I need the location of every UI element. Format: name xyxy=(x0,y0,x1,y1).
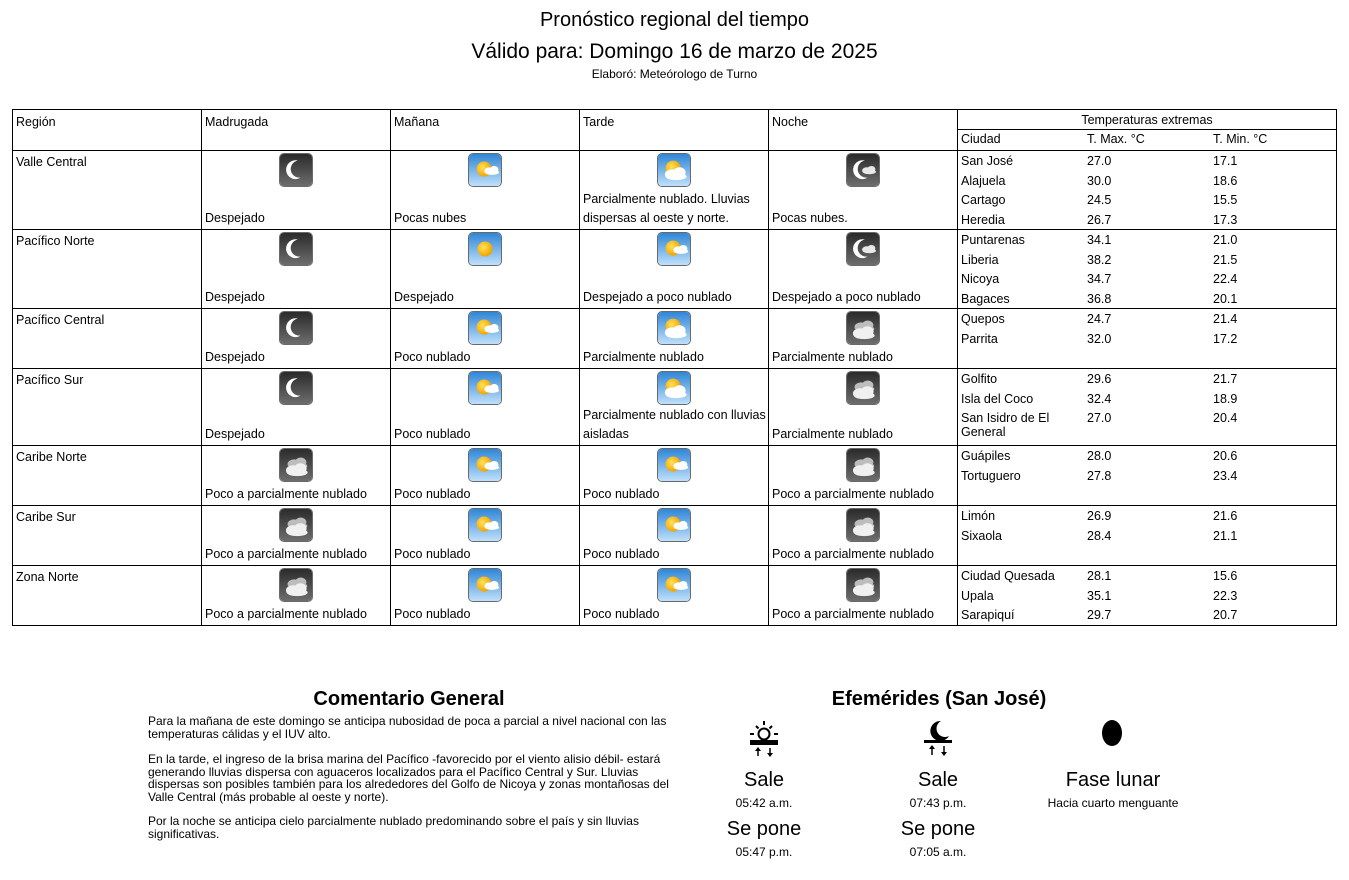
city-tmax: 29.7 xyxy=(1087,608,1112,622)
city-tmin: 15.6 xyxy=(1213,569,1238,583)
forecast-text: Parcialmente nublado con lluvias aisladas xyxy=(583,408,766,441)
comment-paragraph: Para la mañana de este domingo se anticipa nubosidad de poca a parcial a nivel nacional con las temperaturas cálidas y el IUV alto. xyxy=(148,714,667,741)
city-row xyxy=(958,389,1336,409)
region-row xyxy=(13,309,1337,369)
temperatures-cell xyxy=(958,566,1337,626)
city-row xyxy=(958,171,1336,191)
moonrise-time: 07:43 p.m. xyxy=(909,796,967,810)
forecast-text: Poco nublado xyxy=(394,350,471,364)
city-tmax: 28.4 xyxy=(1087,528,1112,543)
city-name: San José xyxy=(961,154,1014,168)
forecast-text: Despejado a poco nublado xyxy=(583,290,732,304)
city-tmin: 21.5 xyxy=(1213,252,1238,267)
city-row xyxy=(958,250,1336,270)
sunset-label: Se pone xyxy=(726,818,802,840)
city-name: Bagaces xyxy=(961,291,1010,306)
forecast-text: Poco a parcialmente nublado xyxy=(205,487,367,501)
forecast-text: Poco nublado xyxy=(394,427,471,441)
forecast-cell xyxy=(580,230,769,309)
region-row xyxy=(13,230,1337,309)
temperatures-cell xyxy=(958,369,1337,446)
night-partly-cloudy-icon xyxy=(279,448,313,482)
sun-few-clouds-icon xyxy=(468,508,502,542)
noche-column-header: Noche xyxy=(772,115,809,129)
moon-phase-icon xyxy=(1100,718,1124,753)
region-name: Pacífico Central xyxy=(16,313,105,327)
forecast-cell xyxy=(580,446,769,506)
moon-phase-value: Hacia cuarto menguante xyxy=(1047,796,1179,810)
city-tmax: 27.0 xyxy=(1087,154,1112,168)
tmin-column-header: T. Min. °C xyxy=(1213,132,1268,146)
night-partly-cloudy-icon xyxy=(846,568,880,602)
comment-title: Comentario General xyxy=(313,688,505,710)
city-tmax: 32.4 xyxy=(1087,391,1112,406)
forecast-cell xyxy=(580,506,769,566)
sun-few-clouds-icon xyxy=(468,153,502,187)
forecast-cell xyxy=(202,151,391,230)
night-clear-icon xyxy=(279,371,313,405)
forecast-cell xyxy=(769,446,958,506)
sun-partly-cloudy-icon xyxy=(657,371,691,405)
city-name: Sarapiquí xyxy=(961,608,1015,622)
city-tmin: 17.3 xyxy=(1213,212,1238,227)
moonrise-icon xyxy=(921,718,955,763)
forecast-text: Pocas nubes xyxy=(394,211,467,225)
region-name-cell xyxy=(13,446,202,506)
forecast-text: Despejado xyxy=(205,211,265,225)
city-name: Heredia xyxy=(961,212,1005,227)
sun-few-clouds-icon xyxy=(468,448,502,482)
forecast-text: Poco a parcialmente nublado xyxy=(772,607,934,621)
city-tmax: 28.1 xyxy=(1087,569,1112,583)
city-tmin: 18.6 xyxy=(1213,173,1238,188)
city-tmin: 15.5 xyxy=(1213,193,1238,207)
city-row xyxy=(958,605,1336,625)
city-row xyxy=(958,210,1336,230)
moonrise-label: Sale xyxy=(917,769,959,791)
forecast-cell xyxy=(391,230,580,309)
tarde-column-header: Tarde xyxy=(583,115,615,129)
city-name: Guápiles xyxy=(961,449,1011,463)
city-name: Alajuela xyxy=(961,173,1006,188)
city-tmin: 17.1 xyxy=(1213,154,1238,168)
city-row xyxy=(958,309,1336,329)
sun-few-clouds-icon xyxy=(657,448,691,482)
city-tmin: 22.4 xyxy=(1213,272,1238,286)
city-name: Tortuguero xyxy=(961,468,1021,483)
temperatures-cell xyxy=(958,446,1337,506)
sun-few-clouds-icon xyxy=(657,232,691,266)
city-tmax: 35.1 xyxy=(1087,588,1112,603)
city-row xyxy=(958,408,1336,439)
forecast-cell xyxy=(769,151,958,230)
forecast-text: Poco nublado xyxy=(394,487,471,501)
city-name: Quepos xyxy=(961,312,1005,326)
city-name: Upala xyxy=(961,588,994,603)
city-row xyxy=(958,466,1336,486)
region-name-cell xyxy=(13,151,202,230)
forecast-cell xyxy=(769,566,958,626)
forecast-text: Despejado xyxy=(205,427,265,441)
forecast-text: Poco nublado xyxy=(583,607,660,621)
city-tmax: 24.7 xyxy=(1087,312,1112,326)
night-partly-cloudy-icon xyxy=(279,568,313,602)
region-row xyxy=(13,506,1337,566)
sun-partly-cloudy-icon xyxy=(657,153,691,187)
night-few-clouds-icon xyxy=(846,153,880,187)
region-name: Caribe Norte xyxy=(16,450,87,464)
sun-few-clouds-icon xyxy=(468,568,502,602)
forecast-cell xyxy=(391,369,580,446)
sun-clear-icon xyxy=(468,232,502,266)
extremes-header: Temperaturas extremas xyxy=(958,110,1336,130)
manana-column-header: Mañana xyxy=(394,115,440,129)
city-name: Puntarenas xyxy=(961,233,1025,247)
city-name: Cartago xyxy=(961,193,1006,207)
city-tmin: 23.4 xyxy=(1213,468,1238,483)
region-row xyxy=(13,369,1337,446)
forecast-cell xyxy=(391,566,580,626)
forecast-cell xyxy=(580,369,769,446)
madrugada-column-header: Madrugada xyxy=(205,115,269,129)
ephemerides-title: Efemérides (San José) xyxy=(831,688,1047,710)
sunrise-time: 05:42 a.m. xyxy=(735,796,793,810)
city-tmin: 20.4 xyxy=(1213,411,1238,425)
forecast-cell xyxy=(580,309,769,369)
city-tmin: 21.1 xyxy=(1213,528,1238,543)
city-tmax: 28.0 xyxy=(1087,449,1112,463)
city-name: Golfito xyxy=(961,372,998,386)
forecast-text: Poco a parcialmente nublado xyxy=(772,547,934,561)
page-title: Pronóstico regional del tiempo xyxy=(539,9,810,31)
temperatures-cell xyxy=(958,309,1337,369)
night-partly-cloudy-icon xyxy=(846,508,880,542)
forecast-text: Poco a parcialmente nublado xyxy=(772,487,934,501)
comment-paragraph: Por la noche se anticipa cielo parcialmente nublado predominando sobre el país y sin lluvias significativas. xyxy=(148,814,639,841)
region-name-cell xyxy=(13,309,202,369)
city-name: Nicoya xyxy=(961,272,1000,286)
forecast-cell xyxy=(391,309,580,369)
author-line: Elaboró: Meteórologo de Turno xyxy=(591,67,758,81)
region-name-cell xyxy=(13,369,202,446)
forecast-text: Parcialmente nublado xyxy=(772,427,893,441)
city-row xyxy=(958,369,1336,389)
night-clear-icon xyxy=(279,232,313,266)
region-column-header: Región xyxy=(16,115,56,129)
city-tmin: 20.7 xyxy=(1213,608,1238,622)
city-tmin: 17.2 xyxy=(1213,331,1238,346)
forecast-cell xyxy=(202,446,391,506)
sun-few-clouds-icon xyxy=(657,508,691,542)
moonset-time: 07:05 a.m. xyxy=(909,845,967,859)
city-row xyxy=(958,446,1336,466)
city-tmin: 21.6 xyxy=(1213,509,1238,523)
city-row xyxy=(958,230,1336,250)
city-tmax: 30.0 xyxy=(1087,173,1112,188)
forecast-cell xyxy=(580,566,769,626)
sun-few-clouds-icon xyxy=(657,568,691,602)
region-name: Valle Central xyxy=(16,155,87,169)
region-name: Zona Norte xyxy=(16,570,79,584)
city-name: Isla del Coco xyxy=(961,391,1034,406)
moonset-label: Se pone xyxy=(900,818,976,840)
forecast-text: Poco nublado xyxy=(583,487,660,501)
forecast-text: Poco nublado xyxy=(394,547,471,561)
city-column-header: Ciudad xyxy=(961,132,1001,146)
city-row xyxy=(958,526,1336,546)
table-header-row xyxy=(13,110,1337,151)
forecast-cell xyxy=(391,151,580,230)
city-tmin: 20.1 xyxy=(1213,291,1238,306)
forecast-text: Poco nublado xyxy=(394,607,471,621)
forecast-cell xyxy=(769,369,958,446)
sun-few-clouds-icon xyxy=(468,311,502,345)
city-tmax: 36.8 xyxy=(1087,291,1112,306)
city-tmin: 21.0 xyxy=(1213,233,1238,247)
valid-date: Válido para: Domingo 16 de marzo de 2025 xyxy=(471,40,878,63)
temperatures-cell xyxy=(958,230,1337,309)
forecast-table xyxy=(12,109,1337,626)
city-tmax: 26.7 xyxy=(1087,212,1112,227)
city-row xyxy=(958,586,1336,606)
city-row xyxy=(958,269,1336,289)
city-name: San Isidro de El General xyxy=(961,411,1050,439)
city-row xyxy=(958,329,1336,349)
sunrise-label: Sale xyxy=(743,769,785,791)
forecast-text: Parcialmente nublado. Lluvias dispersas al oeste y norte. xyxy=(583,192,750,225)
city-tmax: 34.7 xyxy=(1087,272,1112,286)
forecast-text: Despejado a poco nublado xyxy=(772,290,921,304)
night-partly-cloudy-icon xyxy=(846,371,880,405)
city-name: Sixaola xyxy=(961,528,1002,543)
city-tmin: 20.6 xyxy=(1213,449,1238,463)
sunset-time: 05:47 p.m. xyxy=(735,845,793,859)
city-row xyxy=(958,289,1336,309)
comment-paragraph: En la tarde, el ingreso de la brisa marina del Pacífico -favorecido por el viento alisio débil- estará generando lluvias dispersa con aguaceros localizados para el Pacífico Central y Sur. Lluvias dispersas son posibles también para los alrededores del Golfo de Nicoya y zonas montañosas del Valle Central (más probable al oeste y norte). xyxy=(148,752,669,804)
city-name: Liberia xyxy=(961,252,999,267)
city-tmin: 21.7 xyxy=(1213,372,1238,386)
region-name: Caribe Sur xyxy=(16,510,76,524)
city-name: Limón xyxy=(961,509,996,523)
forecast-cell xyxy=(769,309,958,369)
region-name: Pacífico Sur xyxy=(16,373,84,387)
city-tmin: 18.9 xyxy=(1213,391,1238,406)
city-tmax: 29.6 xyxy=(1087,372,1112,386)
city-name: Parrita xyxy=(961,331,998,346)
forecast-cell xyxy=(202,369,391,446)
region-name: Pacífico Norte xyxy=(16,234,95,248)
night-few-clouds-icon xyxy=(846,232,880,266)
region-name-cell xyxy=(13,566,202,626)
temperatures-cell xyxy=(958,151,1337,230)
forecast-cell xyxy=(391,506,580,566)
city-row xyxy=(958,566,1336,586)
forecast-cell xyxy=(769,230,958,309)
city-tmax: 26.9 xyxy=(1087,509,1112,523)
forecast-cell xyxy=(202,566,391,626)
forecast-cell xyxy=(202,506,391,566)
night-clear-icon xyxy=(279,311,313,345)
forecast-cell xyxy=(769,506,958,566)
forecast-cell xyxy=(202,230,391,309)
city-row xyxy=(958,151,1336,171)
night-clear-icon xyxy=(279,153,313,187)
forecast-text: Despejado xyxy=(205,350,265,364)
sunrise-icon xyxy=(747,718,781,763)
city-tmax: 38.2 xyxy=(1087,252,1112,267)
region-row xyxy=(13,151,1337,230)
forecast-text: Poco a parcialmente nublado xyxy=(205,547,367,561)
city-tmin: 22.3 xyxy=(1213,588,1238,603)
city-tmin: 21.4 xyxy=(1213,312,1238,326)
city-row xyxy=(958,506,1336,526)
tmax-column-header: T. Max. °C xyxy=(1087,132,1145,146)
forecast-text: Parcialmente nublado xyxy=(772,350,893,364)
sun-few-clouds-icon xyxy=(468,371,502,405)
region-row xyxy=(13,446,1337,506)
region-row xyxy=(13,566,1337,626)
city-tmax: 32.0 xyxy=(1087,331,1112,346)
night-partly-cloudy-icon xyxy=(279,508,313,542)
forecast-cell xyxy=(202,309,391,369)
moon-phase-label: Fase lunar xyxy=(1065,769,1161,791)
city-tmax: 34.1 xyxy=(1087,233,1112,247)
region-name-cell xyxy=(13,506,202,566)
night-partly-cloudy-icon xyxy=(846,448,880,482)
forecast-cell xyxy=(580,151,769,230)
city-row xyxy=(958,190,1336,210)
forecast-cell xyxy=(391,446,580,506)
temperatures-cell xyxy=(958,506,1337,566)
city-tmax: 27.0 xyxy=(1087,411,1112,425)
city-tmax: 27.8 xyxy=(1087,468,1112,483)
forecast-text: Parcialmente nublado xyxy=(583,350,704,364)
night-partly-cloudy-icon xyxy=(846,311,880,345)
forecast-text: Poco a parcialmente nublado xyxy=(205,607,367,621)
region-name-cell xyxy=(13,230,202,309)
forecast-text: Despejado xyxy=(205,290,265,304)
forecast-text: Pocas nubes. xyxy=(772,211,848,225)
forecast-text: Poco nublado xyxy=(583,547,660,561)
forecast-text: Despejado xyxy=(394,290,454,304)
sun-partly-cloudy-icon xyxy=(657,311,691,345)
city-tmax: 24.5 xyxy=(1087,193,1112,207)
city-name: Ciudad Quesada xyxy=(961,569,1055,583)
